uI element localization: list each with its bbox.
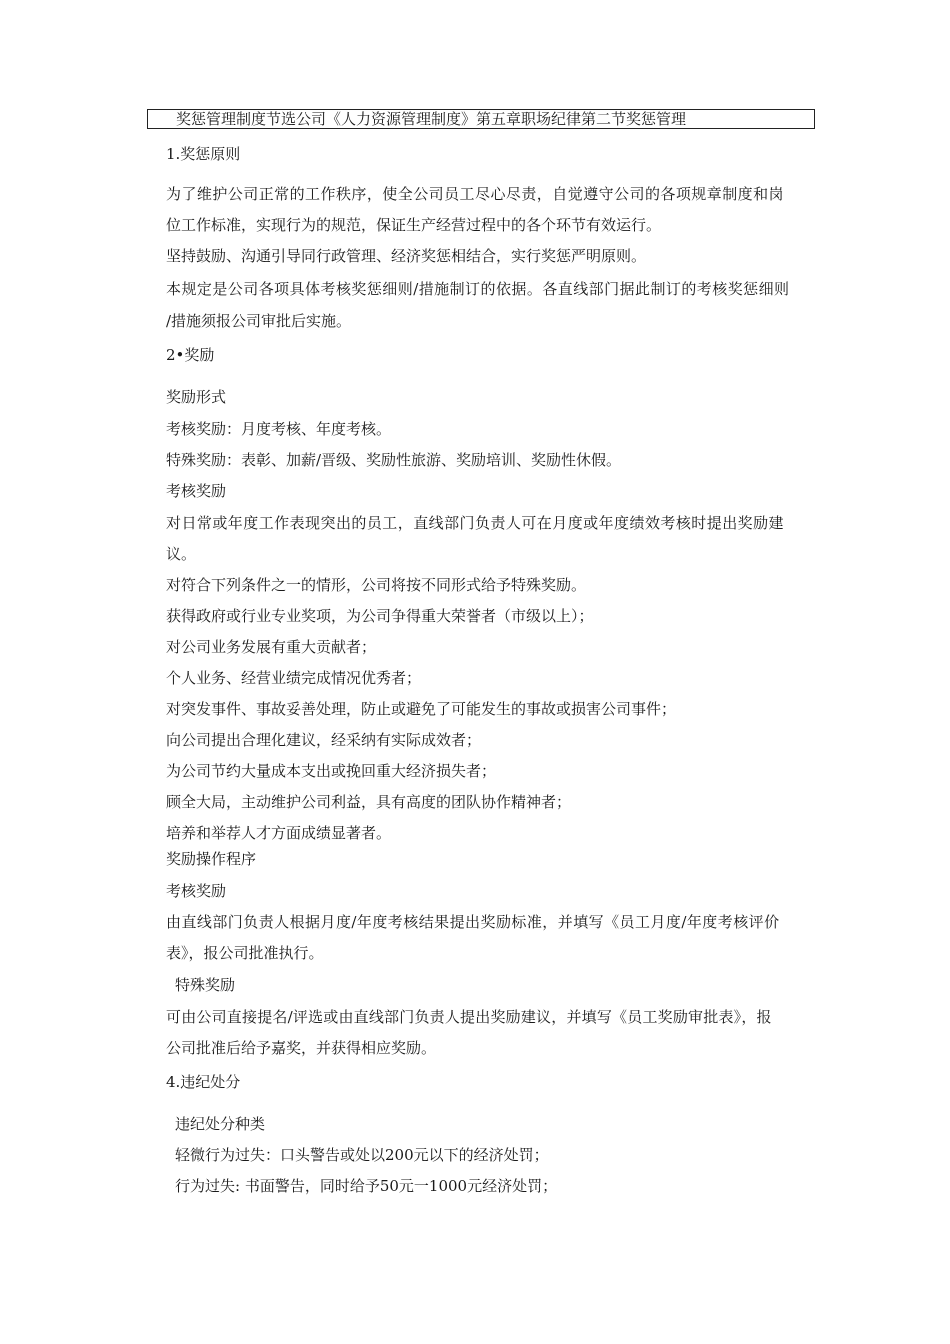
procedure-assessment-line2: 表》，报公司批准执行。 xyxy=(166,944,324,962)
section1-paragraph3-line2: /措施须报公司审批后实施。 xyxy=(166,312,352,330)
section1-heading: 1.奖惩原则 xyxy=(166,145,241,163)
condition-item: 培养和举荐人才方面成绩显著者。 xyxy=(166,824,392,842)
reward-form-assessment: 考核奖励：月度考核、年度考核。 xyxy=(166,420,392,438)
assessment-reward-line1: 对日常或年度工作表现突出的员工，直线部门负责人可在月度或年度绩效考核时提出奖励建 xyxy=(166,514,785,532)
discipline-fault: 行为过失: 书面警告，同时给予50元一1000元经济处罚； xyxy=(175,1177,558,1195)
section1-paragraph2: 坚持鼓励、沟通引导同行政管理、经济奖惩相结合，实行奖惩严明原则。 xyxy=(166,247,647,265)
procedure-assessment-line1: 由直线部门负责人根据月度/年度考核结果提出奖励标准，并填写《员工月度/年度考核评价 xyxy=(166,913,780,931)
condition-item: 向公司提出合理化建议，经采纳有实际成效者； xyxy=(166,731,482,749)
section2-heading: 2•奖励 xyxy=(166,346,215,364)
section1-paragraph1-line2: 位工作标准，实现行为的规范，保证生产经营过程中的各个环节有效运行。 xyxy=(166,216,662,234)
condition-item: 获得政府或行业专业奖项，为公司争得重大荣誉者（市级以上）； xyxy=(166,607,594,625)
section1-paragraph1-line1: 为了维护公司正常的工作秩序，使全公司员工尽心尽责，自觉遵守公司的各项规章制度和岗 xyxy=(166,185,785,203)
assessment-reward-line2: 议。 xyxy=(166,545,197,563)
document-title: 奖惩管理制度节选公司《人力资源管理制度》第五章职场纪律第二节奖惩管理 xyxy=(147,109,815,129)
reward-form-title: 奖励形式 xyxy=(166,388,227,406)
section4-heading: 4.违纪处分 xyxy=(166,1073,241,1091)
condition-item: 为公司节约大量成本支出或挽回重大经济损失者； xyxy=(166,762,497,780)
assessment-reward-title: 考核奖励 xyxy=(166,482,227,500)
reward-form-special: 特殊奖励：表彰、加薪/晋级、奖励性旅游、奖励培训、奖励性休假。 xyxy=(166,451,622,469)
procedure-special-line1: 可由公司直接提名/评选或由直线部门负责人提出奖励建议，并填写《员工奖励审批表》，报 xyxy=(166,1008,772,1026)
discipline-types-title: 违纪处分种类 xyxy=(175,1115,266,1133)
reward-procedure-title: 奖励操作程序 xyxy=(166,850,257,868)
condition-item: 个人业务、经营业绩完成情况优秀者； xyxy=(166,669,422,687)
procedure-special-line2: 公司批准后给予嘉奖，并获得相应奖励。 xyxy=(166,1039,437,1057)
condition-item: 对突发事件、事故妥善处理，防止或避免了可能发生的事故或损害公司事件； xyxy=(166,700,677,718)
condition-item: 顾全大局，主动维护公司利益，具有高度的团队协作精神者； xyxy=(166,793,572,811)
discipline-minor-fault: 轻微行为过失：口头警告或处以200元以下的经济处罚； xyxy=(175,1146,549,1164)
special-reward-intro: 对符合下列条件之一的情形，公司将按不同形式给予特殊奖励。 xyxy=(166,576,587,594)
section1-paragraph3-line1: 本规定是公司各项具体考核奖惩细则/措施制订的依据。各直线部门据此制订的考核奖惩细则 xyxy=(166,280,790,298)
condition-item: 对公司业务发展有重大贡献者； xyxy=(166,638,377,656)
procedure-assessment-title: 考核奖励 xyxy=(166,882,227,900)
procedure-special-title: 特殊奖励 xyxy=(175,976,236,994)
